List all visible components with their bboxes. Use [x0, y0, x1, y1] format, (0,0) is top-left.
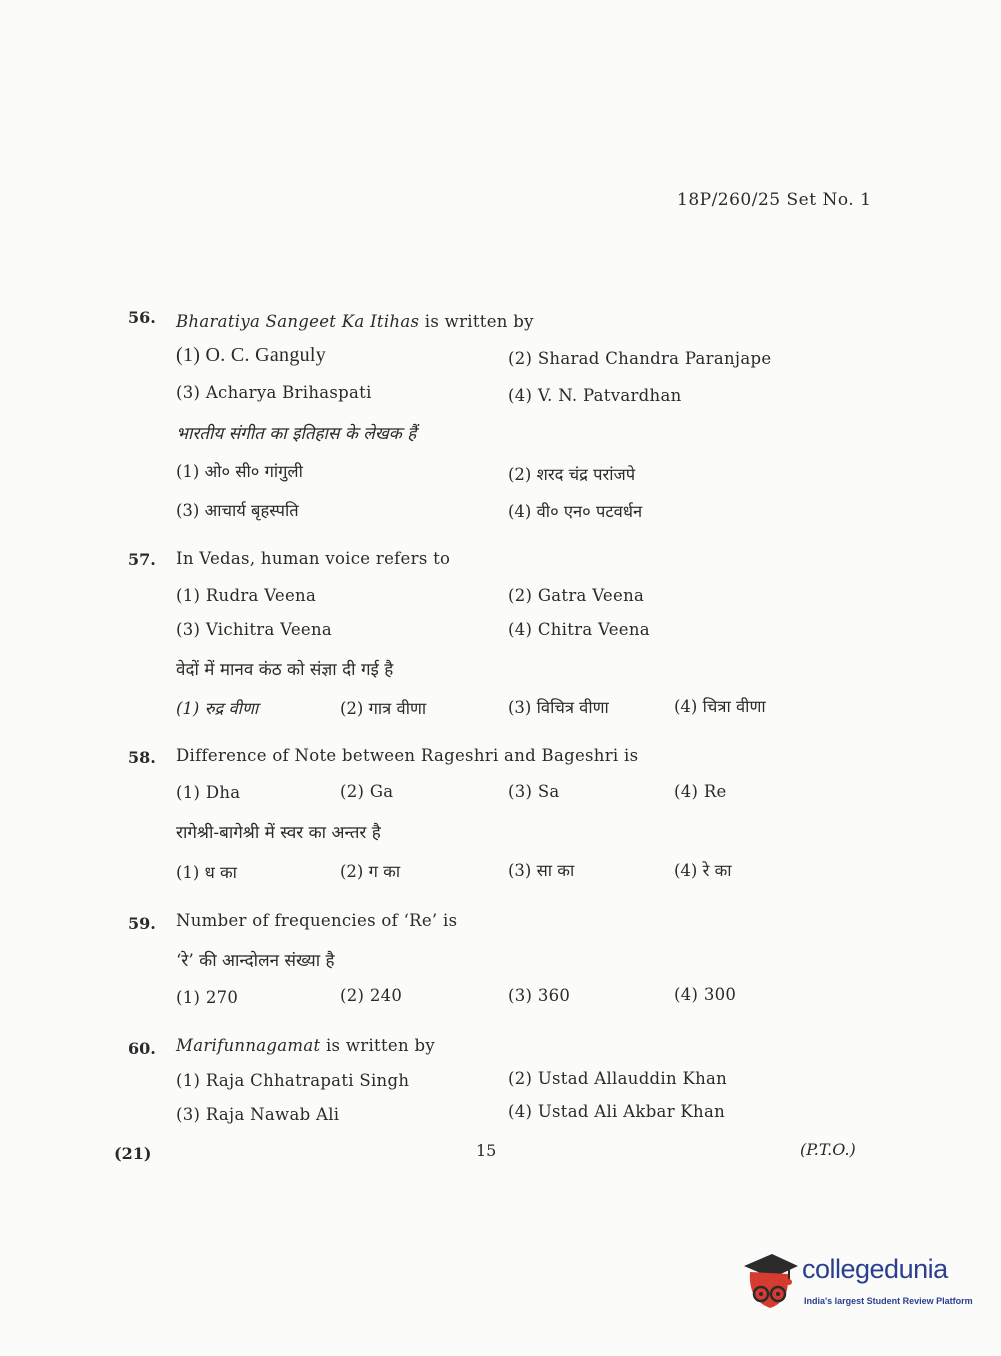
student-mascot-icon [742, 1250, 800, 1312]
option: (3) Sa [508, 782, 560, 801]
option-hindi: (4) रे का [674, 861, 732, 880]
collegedunia-watermark [742, 1250, 972, 1320]
page-number: 15 [476, 1141, 497, 1160]
option-hindi: (1) ओ० सी० गांगुली [176, 462, 303, 481]
brand-tagline: India's largest Student Review Platform [804, 1296, 973, 1306]
option-hindi: (2) ग का [340, 862, 401, 881]
option: (1) Dha [176, 783, 241, 802]
option: (2) Sharad Chandra Paranjape [508, 349, 772, 368]
option-hindi: (4) वी० एन० पटवर्धन [508, 502, 643, 521]
page-code: (21) [114, 1144, 152, 1163]
option: (3) Acharya Brihaspati [176, 383, 372, 402]
question-number: 60. [128, 1039, 156, 1058]
question-number: 56. [128, 308, 156, 327]
option: (4) Ustad Ali Akbar Khan [508, 1102, 726, 1121]
option: (3) Vichitra Veena [176, 620, 333, 639]
question-text: Bharatiya Sangeet Ka Itihas is written by [176, 312, 534, 331]
question-text: Marifunnagamat is written by [176, 1036, 435, 1055]
option-hindi: (3) सा का [508, 861, 575, 880]
option-hindi: (3) आचार्य बृहस्पति [176, 501, 299, 520]
option: (1) 270 [176, 988, 239, 1007]
question-text: Number of frequencies of ‘Re’ is [176, 911, 458, 930]
option: (4) Chitra Veena [508, 620, 650, 639]
option: (2) Ga [340, 782, 394, 801]
option: (1) Raja Chhatrapati Singh [176, 1071, 410, 1090]
question-text-hindi: ‘रे’ की आन्दोलन संख्या है [176, 951, 335, 971]
option: (4) Re [674, 782, 727, 801]
question-number: 57. [128, 550, 156, 569]
question-text: Difference of Note between Rageshri and Bageshri is [176, 746, 639, 765]
question-number: 59. [128, 914, 156, 933]
option: (4) V. N. Patvardhan [508, 386, 682, 405]
option: (4) 300 [674, 985, 737, 1004]
option-hindi: (4) चित्रा वीणा [674, 697, 766, 716]
pto-note: (P.T.O.) [800, 1140, 856, 1159]
question-text-hindi: वेदों में मानव कंठ को संज्ञा दी गई है [176, 660, 394, 680]
option: (2) Ustad Allauddin Khan [508, 1069, 728, 1088]
option: (3) Raja Nawab Ali [176, 1105, 340, 1124]
option: (1) Rudra Veena [176, 586, 317, 605]
option-hindi: (1) रुद्र वीणा [176, 699, 259, 718]
option: (1) O. C. Ganguly [176, 344, 327, 366]
brand-name: collegedunia [802, 1254, 948, 1284]
option: (3) 360 [508, 986, 571, 1005]
question-number: 58. [128, 748, 156, 767]
question-text: In Vedas, human voice refers to [176, 549, 451, 568]
option-hindi: (3) विचित्र वीणा [508, 698, 609, 717]
option-hindi: (1) ध का [176, 863, 237, 882]
option-hindi: (2) गात्र वीणा [340, 699, 427, 718]
option-hindi: (2) शरद चंद्र परांजपे [508, 465, 636, 484]
option: (2) Gatra Veena [508, 586, 645, 605]
question-text-hindi: रागेश्री-बागेश्री में स्वर का अन्तर है [176, 823, 381, 843]
set-code: 18P/260/25 Set No. 1 [677, 190, 872, 210]
option: (2) 240 [340, 986, 403, 1005]
question-text-hindi: भारतीय संगीत का इतिहास के लेखक हैं [176, 424, 417, 444]
